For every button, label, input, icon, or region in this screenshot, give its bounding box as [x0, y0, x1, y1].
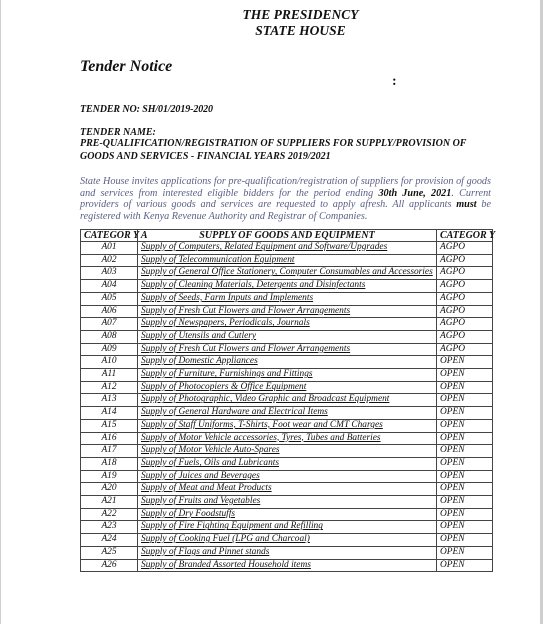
category-code-cell: A04: [81, 280, 138, 293]
table-row: [81, 559, 493, 572]
category-type-cell: OPEN: [437, 407, 493, 420]
category-type-cell: OPEN: [437, 546, 493, 559]
table-row: [81, 470, 493, 483]
category-type-cell: AGPO: [437, 280, 493, 293]
must-emphasis: must: [456, 199, 477, 210]
table-row: [81, 318, 493, 331]
supply-description-cell: Supply of Fire Fighting Equipment and Refilling: [138, 521, 437, 534]
supply-description-cell: Supply of Motor Vehicle Auto-Spares: [138, 445, 437, 458]
category-type-cell: OPEN: [437, 457, 493, 470]
table-row: [81, 394, 493, 407]
category-code-cell: A07: [81, 318, 138, 331]
category-type-cell: OPEN: [437, 432, 493, 445]
supply-description-cell: Supply of Photographic, Video Graphic and Broadcast Equipment: [138, 394, 437, 407]
supply-description-cell: Supply of Fuels, Oils and Lubricants: [138, 457, 437, 470]
table-row: [81, 330, 493, 343]
category-type-cell: OPEN: [437, 496, 493, 509]
supply-description-cell: Supply of Domestic Appliances: [138, 356, 437, 369]
notice-title: Tender Notice: [80, 58, 173, 75]
supply-description-cell: Supply of Cooking Fuel (LPG and Charcoal): [138, 534, 437, 547]
supply-description-cell: Supply of General Office Stationery, Computer Consumables and Accessories: [138, 267, 437, 280]
supply-description-cell: Supply of Fruits and Vegetables: [138, 496, 437, 509]
table-row: [81, 445, 493, 458]
table-row: [81, 254, 493, 267]
category-type-cell: AGPO: [437, 292, 493, 305]
table-row: [81, 534, 493, 547]
tender-number: TENDER NO: SH/01/2019-2020: [80, 104, 213, 115]
table-row: [81, 496, 493, 509]
category-code-cell: A21: [81, 496, 138, 509]
category-type-cell: OPEN: [437, 445, 493, 458]
category-type-cell: AGPO: [437, 318, 493, 331]
category-type-cell: OPEN: [437, 470, 493, 483]
table-header-row: [81, 230, 493, 242]
category-code-cell: A22: [81, 508, 138, 521]
header-presidency: THE PRESIDENCY: [242, 7, 359, 22]
tender-name: PRE-QUALIFICATION/REGISTRATION OF SUPPLIERS FOR SUPPLY/PROVISION OF GOODS AND SERVICES - FINANCIAL YEARS 2019/2021: [80, 138, 467, 162]
table-row: [81, 267, 493, 280]
table-row: [81, 242, 493, 255]
category-type-cell: AGPO: [437, 305, 493, 318]
table-row: [81, 356, 493, 369]
table-body: [81, 242, 493, 572]
category-code-cell: A06: [81, 305, 138, 318]
tender-name-label: TENDER NAME:: [80, 127, 156, 138]
supply-description-cell: Supply of Computers, Related Equipment and Software/Upgrades: [138, 242, 437, 255]
category-type-cell: OPEN: [437, 534, 493, 547]
category-code-cell: A19: [81, 470, 138, 483]
table-row: [81, 407, 493, 420]
table-row: [81, 432, 493, 445]
supply-description-cell: Supply of Utensils and Cutlery: [138, 330, 437, 343]
category-type-cell: OPEN: [437, 356, 493, 369]
category-type-cell: OPEN: [437, 559, 493, 572]
table-row: [81, 483, 493, 496]
category-code-cell: A17: [81, 445, 138, 458]
supply-description-cell: Supply of Photocopiers & Office Equipment: [138, 381, 437, 394]
category-code-cell: A24: [81, 534, 138, 547]
category-type-cell: OPEN: [437, 381, 493, 394]
supply-description-cell: Supply of Meat and Meat Products: [138, 483, 437, 496]
supply-description-cell: Supply of Cleaning Materials, Detergents and Disinfectants: [138, 280, 437, 293]
category-code-cell: A13: [81, 394, 138, 407]
supply-description-cell: Supply of Dry Foodstuffs: [138, 508, 437, 521]
category-code-cell: A18: [81, 457, 138, 470]
table-row: [81, 343, 493, 356]
category-type-cell: AGPO: [437, 242, 493, 255]
colon-mark: :: [392, 74, 397, 89]
intro-text-3: be registered with Kenya Revenue Authority and Registrar of Companies.: [80, 199, 491, 222]
supply-description-cell: Supply of Telecommunication Equipment: [138, 254, 437, 267]
table-row: [81, 381, 493, 394]
supply-description-cell: Supply of Flags and Pinnet stands: [138, 546, 437, 559]
category-type-cell: AGPO: [437, 343, 493, 356]
header-supply-description: SUPPLY OF GOODS AND EQUIPMENT: [138, 230, 437, 242]
category-type-cell: OPEN: [437, 508, 493, 521]
supply-description-cell: Supply of Newspapers, Periodicals, Journals: [138, 318, 437, 331]
category-code-cell: A02: [81, 254, 138, 267]
category-type-cell: OPEN: [437, 369, 493, 382]
table-row: [81, 521, 493, 534]
category-code-cell: A16: [81, 432, 138, 445]
category-type-cell: OPEN: [437, 483, 493, 496]
table-row: [81, 292, 493, 305]
category-code-cell: A15: [81, 419, 138, 432]
category-type-cell: AGPO: [437, 254, 493, 267]
intro-text-2: . Current providers of various goods and services are requested to apply afresh. All applicants: [80, 187, 491, 210]
category-code-cell: A11: [81, 369, 138, 382]
category-code-cell: A01: [81, 242, 138, 255]
table-row: [81, 305, 493, 318]
header-category-type: CATEGOR Y: [437, 230, 493, 242]
supply-description-cell: Supply of Juices and Beverages: [138, 470, 437, 483]
supply-description-cell: Supply of Furniture, Furnishings and Fittings: [138, 369, 437, 382]
category-code-cell: A08: [81, 330, 138, 343]
supply-description-cell: Supply of General Hardware and Electrical Items: [138, 407, 437, 420]
table-row: [81, 457, 493, 470]
category-code-cell: A12: [81, 381, 138, 394]
deadline-date: 30th June, 2021: [378, 187, 452, 199]
supply-description-cell: Supply of Staff Uniforms, T-Shirts, Foot wear and CMT Charges: [138, 419, 437, 432]
category-code-cell: A05: [81, 292, 138, 305]
table-row: [81, 508, 493, 521]
supply-description-cell: Supply of Fresh Cut Flowers and Flower Arrangements: [138, 305, 437, 318]
category-code-cell: A10: [81, 356, 138, 369]
supply-description-cell: Supply of Seeds, Farm Inputs and Implements: [138, 292, 437, 305]
supply-categories-table: [80, 229, 496, 572]
table-row: [81, 369, 493, 382]
category-code-cell: A09: [81, 343, 138, 356]
category-code-cell: A25: [81, 546, 138, 559]
category-code-cell: A03: [81, 267, 138, 280]
page-edge-left: [0, 0, 1, 624]
category-code-cell: A14: [81, 407, 138, 420]
category-code-cell: A26: [81, 559, 138, 572]
supply-description-cell: Supply of Motor Vehicle accessories, Tyres, Tubes and Batteries: [138, 432, 437, 445]
supply-description-cell: Supply of Branded Assorted Household items: [138, 559, 437, 572]
category-code-cell: A20: [81, 483, 138, 496]
category-type-cell: AGPO: [437, 330, 493, 343]
supply-description-cell: Supply of Fresh Cut Flowers and Flower Arrangements: [138, 343, 437, 356]
table-row: [81, 419, 493, 432]
header-category-code: CATEGOR Y A: [81, 230, 138, 242]
intro-paragraph: [80, 176, 491, 222]
category-type-cell: OPEN: [437, 521, 493, 534]
table-row: [81, 546, 493, 559]
category-code-cell: A23: [81, 521, 138, 534]
category-type-cell: OPEN: [437, 394, 493, 407]
category-type-cell: AGPO: [437, 267, 493, 280]
intro-text-1: State House invites applications for pre-qualification/registration of suppliers for provision of goods and services from interested eligible bidders for the period ending: [80, 176, 491, 199]
header-state-house: STATE HOUSE: [255, 23, 346, 38]
category-type-cell: OPEN: [437, 419, 493, 432]
table-row: [81, 280, 493, 293]
